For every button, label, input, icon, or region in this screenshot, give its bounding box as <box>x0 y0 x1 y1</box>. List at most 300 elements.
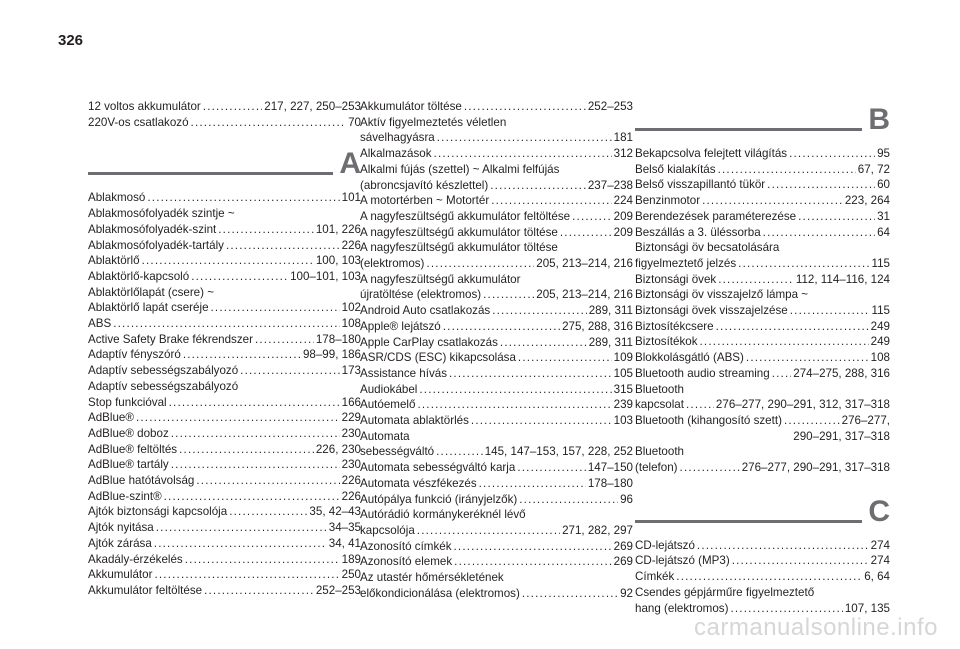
index-entry-main <box>88 316 361 332</box>
index-entry <box>88 332 361 348</box>
index-entry-main <box>360 193 633 209</box>
index-entry-pages: 178–180 <box>315 332 361 346</box>
index-entry-pages: 181 <box>613 131 633 145</box>
index-entry-title: Benzinmotor <box>635 194 701 208</box>
index-entry-main <box>360 523 633 539</box>
index-entry-title: (abroncsjavító készlettel) <box>360 178 489 192</box>
index-entry-main <box>88 269 361 285</box>
index-entry <box>360 570 633 601</box>
index-entry-title: Ablaktörlő lapát cseréje <box>88 301 209 315</box>
index-entry <box>360 397 633 413</box>
index-entry <box>635 287 890 318</box>
index-entry-title: Alkalmazások <box>360 147 432 161</box>
index-entry-main <box>88 552 361 568</box>
index-entry-main <box>360 539 633 555</box>
index-entry-title: kapcsolat <box>635 398 684 412</box>
index-entry <box>88 363 361 379</box>
dot-leader <box>798 209 875 225</box>
index-entry <box>88 379 361 410</box>
index-entry-pages: 269 <box>613 539 633 553</box>
index-entry-title: Ajtók nyitása <box>88 521 154 535</box>
dot-leader <box>203 99 263 115</box>
index-entry-pages: 34–35 <box>328 521 361 535</box>
index-entry <box>88 347 361 363</box>
index-entry-pages: 115 <box>871 256 890 270</box>
index-entry-main <box>360 382 633 398</box>
index-entry-pages: 107, 135 <box>844 601 890 615</box>
dot-leader <box>426 256 534 272</box>
dot-leader <box>171 426 340 442</box>
index-entry-main <box>88 410 361 426</box>
dot-leader <box>443 319 560 335</box>
index-entry <box>360 366 633 382</box>
index-entry <box>635 553 890 569</box>
dot-leader <box>738 256 869 272</box>
index-entry-title: AdBlue® feltöltés <box>88 442 178 456</box>
index-entry <box>635 366 890 382</box>
dot-leader <box>240 363 339 379</box>
index-entry <box>88 536 361 552</box>
index-entry-main <box>635 256 890 272</box>
index-entry-title: Berendezések paraméterezése <box>635 209 797 223</box>
index-entry-pages: 249 <box>870 335 890 349</box>
dot-leader <box>169 395 340 411</box>
index-entry-pages: 100–101, 103 <box>290 269 361 283</box>
dot-leader <box>479 476 586 492</box>
index-entry <box>360 429 633 460</box>
index-entry-main <box>88 190 361 206</box>
dot-leader <box>784 413 840 429</box>
index-entry-main <box>360 209 633 225</box>
dot-leader <box>226 238 340 254</box>
index-entry-line: Automata <box>360 429 410 443</box>
index-entry-title: Címkék <box>635 570 675 584</box>
index-entry <box>360 319 633 335</box>
index-entry <box>360 115 633 146</box>
index-entry-main <box>635 193 890 209</box>
index-entry-title: Ajtók biztonsági kapcsolója <box>88 505 228 519</box>
index-entry-line: Bluetooth <box>635 445 684 459</box>
letter-heading-c <box>635 492 890 532</box>
index-entry <box>88 285 361 316</box>
dot-leader <box>697 538 869 554</box>
dot-leader <box>164 489 340 505</box>
index-entry-title: Autóemelő <box>360 398 416 412</box>
dot-leader <box>417 523 560 539</box>
index-entry-pages: 226, 230 <box>315 442 361 456</box>
index-entry-pages: 252–253 <box>587 100 633 113</box>
index-entry-title: Ablakmosó <box>88 191 146 205</box>
index-entry-main <box>360 319 633 335</box>
index-entry <box>635 569 890 585</box>
index-entry <box>88 426 361 442</box>
index-entry-pages: 249 <box>870 319 890 333</box>
index-entry-pages: 166 <box>341 395 361 409</box>
dot-leader <box>136 410 340 426</box>
index-entry-title: Azonosító elemek <box>360 555 453 569</box>
index-entry-pages: 205, 213–214, 216 <box>536 257 633 271</box>
index-entry <box>88 520 361 536</box>
index-entry-pages: 147–150 <box>587 461 633 475</box>
index-entry-pages: 105 <box>613 366 633 380</box>
index-entry-main <box>88 347 361 363</box>
index-entry <box>360 460 633 476</box>
index-entry-main <box>360 350 633 366</box>
index-entry-pages: 96 <box>620 492 633 506</box>
index-entry-pages: 98–99, 186 <box>302 348 361 362</box>
index-entry <box>88 269 361 285</box>
index-entry-title: Beszállás a 3. üléssorba <box>635 225 761 239</box>
index-entry <box>360 240 633 271</box>
dot-leader <box>700 334 869 350</box>
index-entry <box>88 504 361 520</box>
index-entry-pages: 109 <box>613 351 633 365</box>
index-entry-main <box>360 130 633 146</box>
index-entry-pages: 95 <box>877 147 890 160</box>
index-column-2 <box>360 99 633 602</box>
index-entry-title: Automata sebességváltó karja <box>360 461 516 475</box>
index-entry <box>360 146 633 162</box>
index-entry-pages: 67, 72 <box>857 162 890 176</box>
heading-rule <box>88 172 333 175</box>
index-entry-title: AdBlue® tartály <box>88 458 169 472</box>
index-entry-main <box>635 538 890 554</box>
index-entry <box>88 410 361 426</box>
index-entry-pages: 276–277, 290–291, 317–318 <box>741 461 890 475</box>
index-entry-main <box>88 489 361 505</box>
index-entry-title: Biztonsági övek <box>635 272 717 286</box>
index-entry <box>635 272 890 288</box>
index-entry-main <box>88 395 361 411</box>
index-entry-pages: 229 <box>341 411 361 425</box>
index-entry <box>635 162 890 178</box>
dot-leader <box>686 397 714 413</box>
index-entry-pages: 103 <box>613 414 633 428</box>
index-entry-title: Assistance hívás <box>360 366 447 380</box>
index-entry-title: Ablaktörlő <box>88 254 140 268</box>
index-entry-main <box>88 332 361 348</box>
dot-leader <box>171 457 340 473</box>
index-entry-title: Apple® lejátszó <box>360 319 441 333</box>
index-entry <box>88 190 361 206</box>
dot-leader <box>718 272 794 288</box>
index-entry-main <box>360 413 633 429</box>
letter-heading-a <box>88 144 361 184</box>
index-entry <box>635 177 890 193</box>
index-entry-main <box>635 553 890 569</box>
index-entry-pages: 312 <box>613 147 633 161</box>
index-entry-title: Biztonsági övek visszajelzése <box>635 304 788 318</box>
index-entry-pages: 101, 226 <box>315 222 361 236</box>
dot-leader <box>763 225 875 241</box>
index-entry-line: Csendes gépjárműre figyelmeztető <box>635 585 815 599</box>
index-entry-pages: 289, 311 <box>588 304 633 318</box>
index-entry <box>635 319 890 335</box>
letter-b: B <box>868 103 890 136</box>
index-entry <box>88 442 361 458</box>
index-entry-title: Ablakmosófolyadék-tartály <box>88 238 224 252</box>
index-entry-main <box>360 586 633 602</box>
dot-leader <box>676 569 862 585</box>
index-entry-main <box>635 225 890 241</box>
index-entry <box>88 583 361 599</box>
dot-leader <box>454 554 612 570</box>
dot-leader <box>211 300 340 316</box>
dot-leader <box>191 115 347 131</box>
index-entry <box>360 350 633 366</box>
index-entry-title: AdBlue hatótávolság <box>88 474 195 488</box>
index-entry-title: Bluetooth audio streaming <box>635 366 770 380</box>
index-entry-title: AdBlue® doboz <box>88 426 169 440</box>
index-entry-main <box>88 115 361 131</box>
index-entry-main <box>88 536 361 552</box>
index-entry-line: A nagyfeszültségű akkumulátor töltése <box>360 241 558 255</box>
index-entry-title: Belső kialakítás <box>635 162 716 176</box>
index-entry-main <box>635 334 890 350</box>
dot-leader <box>500 335 587 351</box>
index-entry-main <box>635 350 890 366</box>
dot-leader <box>518 350 612 366</box>
index-entry-title: AdBlue® <box>88 411 134 425</box>
index-entry-line: Aktív figyelmeztetés véletlen <box>360 115 507 129</box>
dot-leader <box>732 553 869 569</box>
index-entry-title: figyelmeztető jelzés <box>635 256 737 270</box>
index-entry-pages: 34, 41 <box>328 536 361 550</box>
index-entry-pages: 230 <box>341 426 361 440</box>
index-entry-title: 220V-os csatlakozó <box>88 115 189 129</box>
index-entry-pages: 217, 227, 250–253 <box>264 100 361 113</box>
index-entry-pages: 274 <box>870 554 890 568</box>
index-entry-main <box>635 162 890 178</box>
index-entry-title: hang (elektromos) <box>635 601 729 615</box>
index-entry-title: Azonosító címkék <box>360 539 452 553</box>
index-entry-line: Adaptív sebességszabályozó <box>88 379 239 393</box>
dot-leader <box>471 413 612 429</box>
index-entry-main <box>88 253 361 269</box>
index-entry-main <box>360 460 633 476</box>
index-entry <box>88 567 361 583</box>
dot-leader <box>491 193 611 209</box>
index-entry-main <box>360 287 633 303</box>
index-entry-title: Biztosítékcsere <box>635 319 714 333</box>
index-entry-pages: 64 <box>877 225 890 239</box>
index-entry <box>360 476 633 492</box>
index-entry-main <box>360 178 633 194</box>
dot-leader <box>449 366 612 382</box>
index-entry <box>360 507 633 538</box>
dot-leader <box>434 146 612 162</box>
index-entry <box>635 240 890 271</box>
index-entry-title: sebességváltó <box>360 445 435 459</box>
index-group-b <box>635 146 890 476</box>
index-entry-pages: 239 <box>613 398 633 412</box>
index-entry-line: Bluetooth <box>635 382 684 396</box>
dot-leader <box>204 583 314 599</box>
dot-leader <box>572 209 612 225</box>
dot-leader <box>147 190 339 206</box>
index-entry-title: Akkumulátor töltése <box>360 100 462 113</box>
index-column-1 <box>88 99 361 599</box>
dot-leader <box>767 177 875 193</box>
index-entry-pages: 189 <box>341 552 361 566</box>
index-entry-pages: 252–253 <box>315 583 361 597</box>
index-entry-pages: 205, 213–214, 216 <box>536 288 633 302</box>
dot-leader <box>229 504 307 520</box>
index-entry-title: Apple CarPlay csatlakozás <box>360 335 498 349</box>
index-entry-main <box>360 366 633 382</box>
index-entry-pages: 250 <box>341 568 361 582</box>
index-entry <box>88 457 361 473</box>
index-entry-title: Audiokábel <box>360 382 418 396</box>
dot-leader <box>156 520 327 536</box>
index-entry <box>88 253 361 269</box>
index-entry-main <box>88 583 361 599</box>
dot-leader <box>191 269 288 285</box>
heading-rule <box>635 128 862 131</box>
index-entry-pages: 145, 147–153, 157, 228, 252 <box>484 445 633 459</box>
index-entry-pages: 60 <box>877 178 890 192</box>
index-entry-main <box>88 426 361 442</box>
index-entry-main <box>635 569 890 585</box>
letter-heading-b <box>635 100 890 140</box>
index-entry-title: Akadály-érzékelés <box>88 552 183 566</box>
index-entry-title: ABS <box>88 317 112 331</box>
dot-leader <box>185 552 340 568</box>
index-entry-main <box>360 225 633 241</box>
index-entry-title: Belső visszapillantó tükör <box>635 178 766 192</box>
dot-leader <box>716 319 869 335</box>
index-entry-pages: 31 <box>877 209 890 223</box>
dot-leader <box>464 99 586 115</box>
index-entry-line: Autórádió kormánykeréknél lévő <box>360 508 526 522</box>
index-group-numeric <box>88 99 361 130</box>
index-entry <box>635 413 890 444</box>
index-entry-title: Blokkolásgátló (ABS) <box>635 351 744 365</box>
dot-leader <box>790 303 870 319</box>
index-entry-pages: 173 <box>341 364 361 378</box>
index-entry-main <box>88 457 361 473</box>
dot-leader <box>522 586 618 602</box>
index-entry-pages: 274–275, 288, 316 <box>793 366 890 380</box>
index-entry-title: CD-lejátszó (MP3) <box>635 554 730 568</box>
index-entry-pages: 269 <box>613 555 633 569</box>
letter-a: A <box>339 147 361 181</box>
index-entry-pages: 35, 42–43 <box>309 505 361 519</box>
index-entry-title: ASR/CDS (ESC) kikapcsolása <box>360 351 516 365</box>
index-entry-title: újratöltése (elektromos) <box>360 288 482 302</box>
index-entry <box>360 539 633 555</box>
dot-leader <box>437 130 612 146</box>
index-entry-pages: 226 <box>341 238 361 252</box>
index-entry-pages: 275, 288, 316 <box>562 319 633 333</box>
index-entry-pages: 224 <box>613 194 633 208</box>
index-entry-main <box>635 413 890 429</box>
index-entry-pages: 108 <box>870 351 890 365</box>
index-entry-main <box>635 460 890 476</box>
index-entry-pages: 102 <box>341 301 361 315</box>
index-entry-line: Biztonsági öv visszajelző lámpa ~ <box>635 288 809 302</box>
index-entry-title: AdBlue-szint® <box>88 489 162 503</box>
index-entry-pages: 230 <box>341 458 361 472</box>
index-entry-pages: 112, 114–116, 124 <box>795 272 890 286</box>
index-entry <box>88 115 361 131</box>
dot-leader <box>490 178 586 194</box>
index-entry <box>360 413 633 429</box>
index-entry <box>635 382 890 413</box>
index-entry-main <box>88 504 361 520</box>
index-entry-line: Az utastér hőmérsékletének <box>360 571 504 585</box>
index-entry-pages: 6, 64 <box>864 570 890 584</box>
dot-leader <box>154 567 339 583</box>
index-entry <box>360 335 633 351</box>
index-entry <box>360 492 633 508</box>
dot-leader <box>680 460 740 476</box>
dot-leader <box>113 316 339 332</box>
dot-leader <box>517 460 586 476</box>
index-entry-pages: 108 <box>341 317 361 331</box>
index-entry-main <box>88 567 361 583</box>
dot-leader <box>483 287 534 303</box>
index-entry <box>360 209 633 225</box>
index-entry-pages: 237–238 <box>587 178 633 192</box>
index-entry <box>88 552 361 568</box>
index-entry <box>635 193 890 209</box>
index-entry-title: Bekapcsolva felejtett világítás <box>635 147 788 160</box>
index-entry-title: Ablakmosófolyadék-szint <box>88 222 217 236</box>
index-entry-main <box>635 146 890 162</box>
index-entry-main <box>360 397 633 413</box>
index-entry-main <box>88 473 361 489</box>
index-entry-main <box>360 476 633 492</box>
index-entry-line: Alkalmi fújás (szettel) ~ Alkalmi felfújás <box>360 162 560 176</box>
index-entry-main <box>88 363 361 379</box>
index-entry-title: (telefon) <box>635 461 678 475</box>
index-entry-title: Ajtók zárása <box>88 536 152 550</box>
index-entry-pages: 276–277, 290–291, 312, 317–318 <box>715 398 890 412</box>
index-group-a-continued <box>360 99 633 602</box>
index-entry-line: Ablakmosófolyadék szintje ~ <box>88 207 235 221</box>
index-entry-main <box>88 222 361 238</box>
index-group-a <box>88 190 361 598</box>
index-entry-title: Automata ablaktörlés <box>360 414 469 428</box>
index-entry-main <box>635 397 890 413</box>
index-entry-pages: 274 <box>870 538 890 552</box>
dot-leader <box>255 332 314 348</box>
index-entry-title: (elektromos) <box>360 257 425 271</box>
index-entry <box>360 303 633 319</box>
index-entry <box>635 146 890 162</box>
index-entry-title: Adaptív fényszóró <box>88 348 181 362</box>
index-entry-pages: 226 <box>341 474 361 488</box>
dot-leader <box>183 347 301 363</box>
index-entry-title: A nagyfeszültségű akkumulátor feltöltése <box>360 209 571 223</box>
dot-leader <box>702 193 843 209</box>
index-entry-title: Akkumulátor feltöltése <box>88 583 203 597</box>
index-entry-main <box>635 209 890 225</box>
index-entry <box>360 272 633 303</box>
index-entry <box>88 489 361 505</box>
index-entry-pages-continued: 290–291, 317–318 <box>793 429 890 443</box>
index-entry-main <box>635 303 890 319</box>
index-entry <box>88 238 361 254</box>
index-entry <box>360 382 633 398</box>
dot-leader <box>718 162 856 178</box>
index-entry-title: A motortérben ~ Motortér <box>360 194 490 208</box>
index-entry-pages: 100, 103 <box>315 254 361 268</box>
index-entry-title: 12 voltos akkumulátor <box>88 100 201 113</box>
index-entry <box>360 225 633 241</box>
index-entry <box>635 538 890 554</box>
